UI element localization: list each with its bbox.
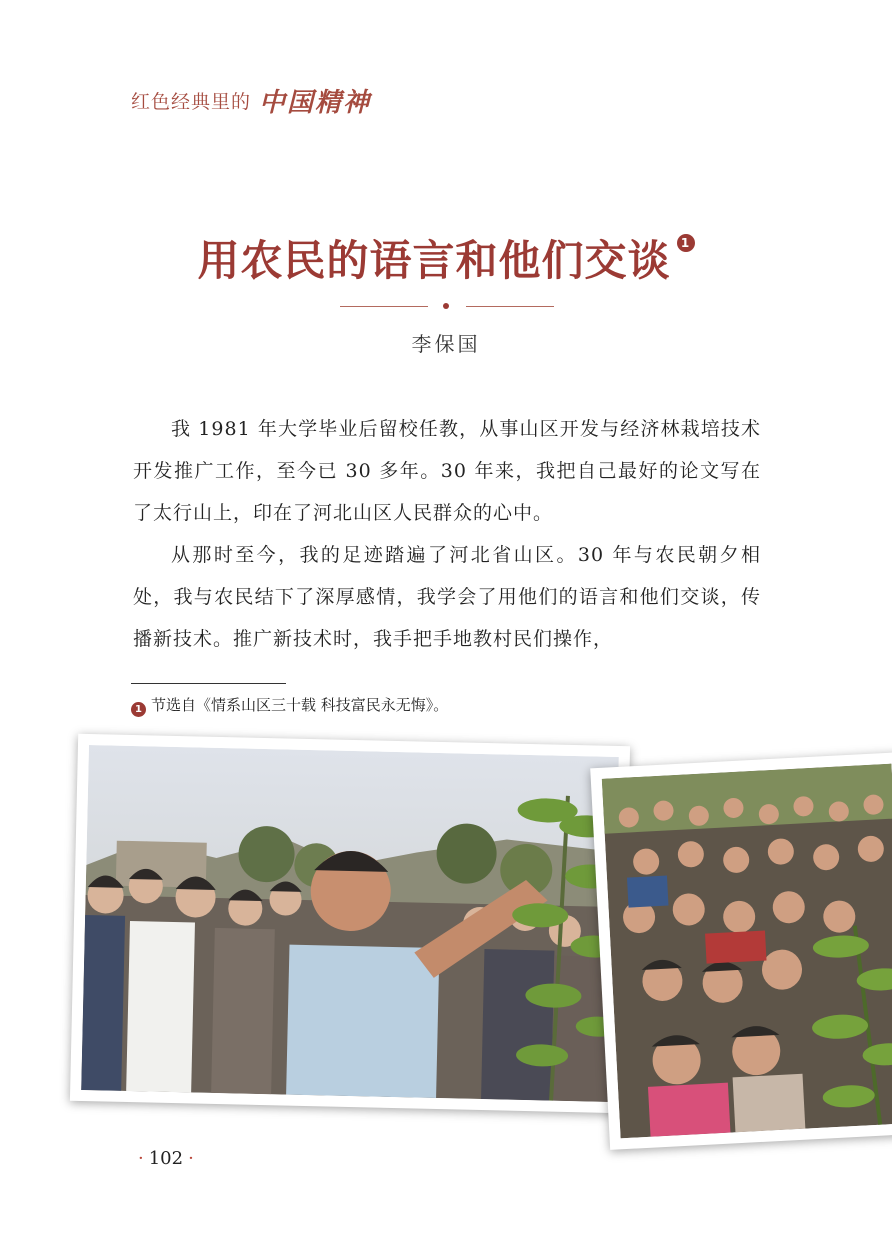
page-number-dot-left: · [138, 1148, 144, 1169]
photo-teaching-villagers [70, 734, 630, 1113]
footnote-badge: 1 [131, 702, 146, 717]
series-emphasis: 中国精神 [259, 88, 372, 118]
title-divider-left [340, 306, 428, 307]
paragraph: 从那时至今，我的足迹踏遍了河北省山区。30 年与农民朝夕相处，我与农民结下了深厚感情，我学会了用他们的语言和他们交谈，传播新技术。推广新技术时，我手把手地教村民们操作， [133, 544, 761, 650]
title-divider-dot [443, 303, 449, 309]
footnote-rule [131, 683, 286, 684]
page-number-dot-right: · [188, 1148, 194, 1169]
article-title: 用农民的语言和他们交谈 [197, 236, 671, 285]
article-body [133, 408, 761, 660]
footnote-marker-badge[interactable]: 1 [677, 234, 695, 252]
title-divider-right [466, 306, 554, 307]
footnote [131, 694, 448, 717]
article-title-line [0, 228, 892, 288]
paragraph: 我 1981 年大学毕业后留校任教，从事山区开发与经济林栽培技术开发推广工作，至今已 30 多年。30 年来，我把自己最好的论文写在了太行山上，印在了河北山区人民群众的心中。 [133, 418, 761, 524]
article-author: 李保国 [411, 332, 481, 356]
photo-crowd-image [602, 764, 892, 1139]
page-number [133, 1148, 199, 1169]
series-header [131, 82, 371, 119]
footnote-text: 节选自《情系山区三十载 科技富民永无悔》。 [151, 696, 449, 714]
photo-crowd-villagers [590, 752, 892, 1150]
page-number-value: 102 [148, 1148, 184, 1169]
series-prefix: 红色经典里的 [131, 91, 252, 113]
photo-teaching-image [81, 745, 619, 1102]
